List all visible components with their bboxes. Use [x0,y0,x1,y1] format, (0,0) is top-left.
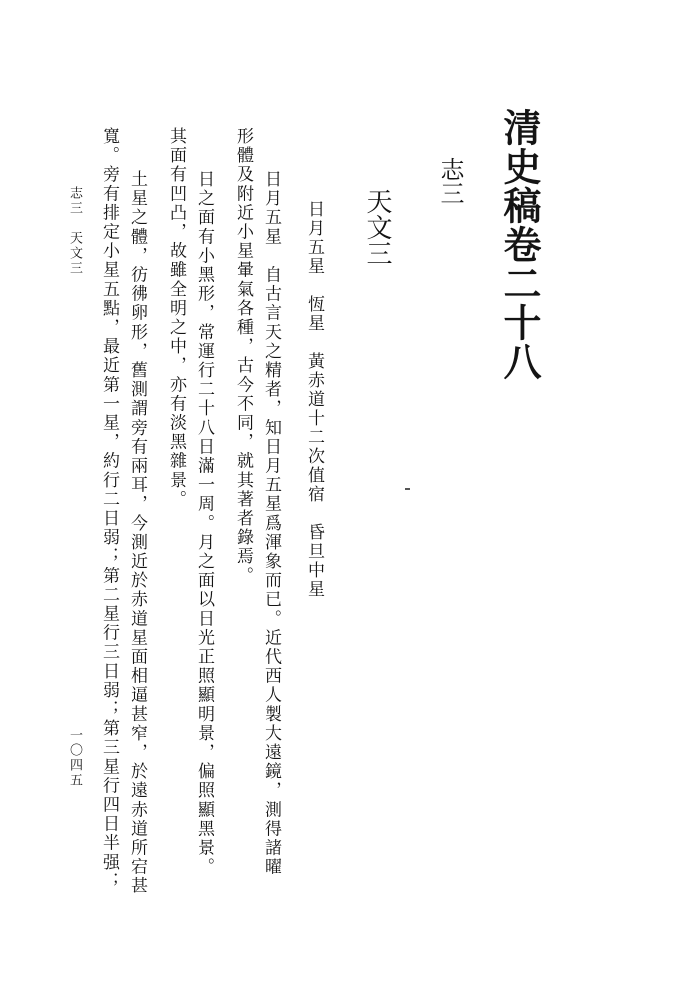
running-footer: 志三 天文三 [67,186,82,276]
body-column-5: 土星之體，彷彿卵形，舊測謂旁有兩耳，今測近於赤道星面相逼甚窄，於遠赤道所宕甚 [127,170,147,896]
body-column-4: 其面有凹凸，故雖全明之中，亦有淡黑雜景。 [166,127,186,509]
chapter-title: 天文三 [362,188,392,266]
topics-list: 日月五星 恆星 黃赤道十二次值宿 昏旦中星 [304,200,324,599]
body-column-6: 寬。旁有排定小星五點，最近第一星，約行二日弱；第二星行三日弱；第三星行四日半强； [99,127,119,891]
body-column-3: 日之面有小黑形，常運行二十八日滿一周。月之面以日光正照顯明景，偏照顯黑景。 [194,170,214,877]
body-column-2: 形體及附近小星暈氣各種，古今不同，就其著者錄焉。 [233,127,253,586]
volume-title: 清史稿卷二十八 [497,108,542,381]
scan-speck [405,488,410,490]
page-number: 一〇四五 [67,728,82,788]
section-label: 志三 [436,157,464,205]
body-column-1: 日月五星 自古言天之精者，知日月五星爲渾象而已。近代西人製大遠鏡，測得諸曜 [261,170,281,877]
